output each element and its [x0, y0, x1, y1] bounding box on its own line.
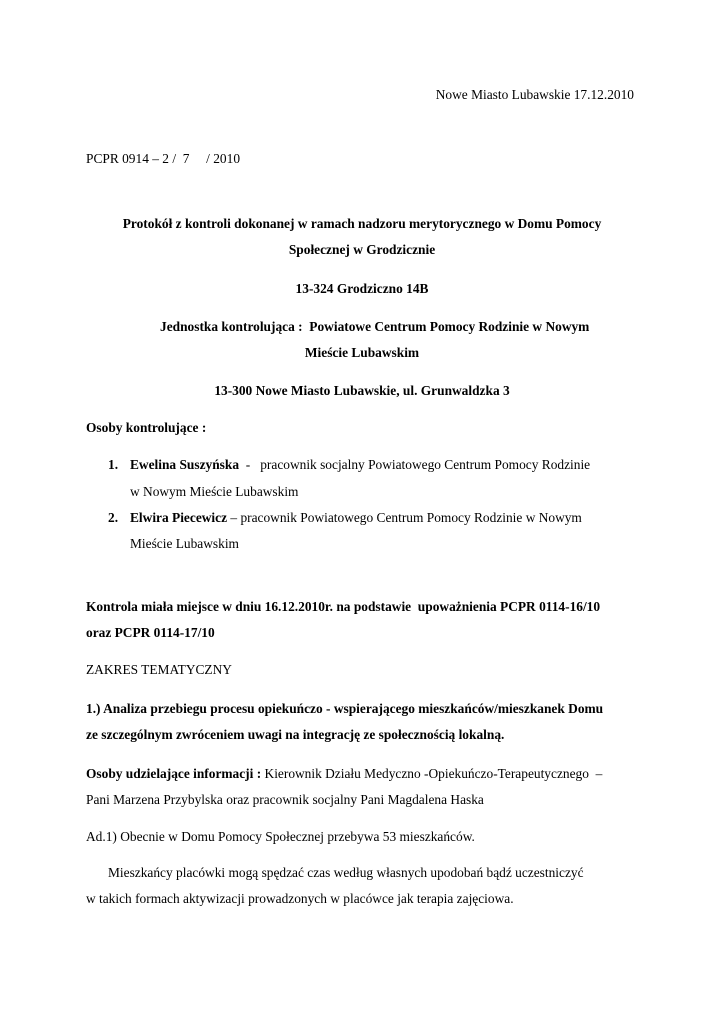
informants-label: Osoby udzielające informacji : [86, 766, 262, 781]
informants-line-1 [86, 767, 602, 780]
inspector-1-line-2: w Nowym Mieście Lubawskim [130, 484, 299, 499]
inspectors-heading: Osoby kontrolujące : [86, 420, 207, 435]
place-date: Nowe Miasto Lubawskie 17.12.2010 [435, 87, 634, 102]
inspector-1-name: Ewelina Suszyńska [130, 457, 240, 472]
inspecting-unit-line-2: Mieście Lubawskim [304, 345, 420, 360]
informants-role: Kierownik Działu Medyczno -Opiekuńczo-Terapeutycznego – [261, 766, 603, 781]
scope-heading: ZAKRES TEMATYCZNY [86, 662, 232, 677]
inspector-2-line-2: Mieście Lubawskim [130, 536, 239, 551]
facility-address: 13-324 Grodziczno 14B [295, 281, 429, 296]
title-line-1: Protokół z kontroli dokonanej w ramach nadzoru merytorycznego w Domu Pomocy [122, 216, 602, 231]
scope-item-1-line-1: 1.) Analiza przebiegu procesu opiekuńczo - wspierającego mieszkańców/mieszkanek Domu [86, 701, 604, 716]
reference-number: PCPR 0914 – 2 / 7 / 2010 [86, 151, 241, 166]
paragraph-line-1: Mieszkańcy placówki mogą spędzać czas według własnych upodobań bądź uczestniczyć [108, 865, 584, 880]
inspector-2-role: – pracownik Powiatowego Centrum Pomocy Rodzinie w Nowym [227, 510, 582, 525]
control-line-2: oraz PCPR 0114-17/10 [86, 625, 215, 640]
scope-item-1-line-2: ze szczególnym zwróceniem uwagi na integrację ze społecznością lokalną. [86, 727, 505, 742]
informants-line-2: Pani Marzena Przybylska oraz pracownik socjalny Pani Magdalena Haska [86, 792, 484, 807]
paragraph-line-2: w takich formach aktywizacji prowadzonych w placówce jak terapia zajęciowa. [86, 891, 514, 906]
ad1-text: Ad.1) Obecnie w Domu Pomocy Społecznej przebywa 53 mieszkańców. [86, 829, 475, 844]
inspecting-unit-line-1: Jednostka kontrolująca : Powiatowe Centrum Pomocy Rodzinie w Nowym [160, 319, 590, 334]
inspector-1-line-1 [130, 458, 590, 471]
inspector-2-name: Elwira Piecewicz [130, 510, 228, 525]
control-line-1: Kontrola miała miejsce w dniu 16.12.2010r. na podstawie upoważnienia PCPR 0114-16/10 [86, 599, 601, 614]
inspecting-unit-address: 13-300 Nowe Miasto Lubawskie, ul. Grunwaldzka 3 [214, 383, 510, 398]
inspector-2-number: 2. [108, 510, 119, 525]
inspector-1-role: - pracownik socjalny Powiatowego Centrum Pomocy Rodzinie [239, 457, 591, 472]
inspector-1-number: 1. [108, 457, 119, 472]
title-line-2: Społecznej w Grodzicznie [288, 242, 436, 257]
inspector-2-line-1 [130, 511, 582, 524]
